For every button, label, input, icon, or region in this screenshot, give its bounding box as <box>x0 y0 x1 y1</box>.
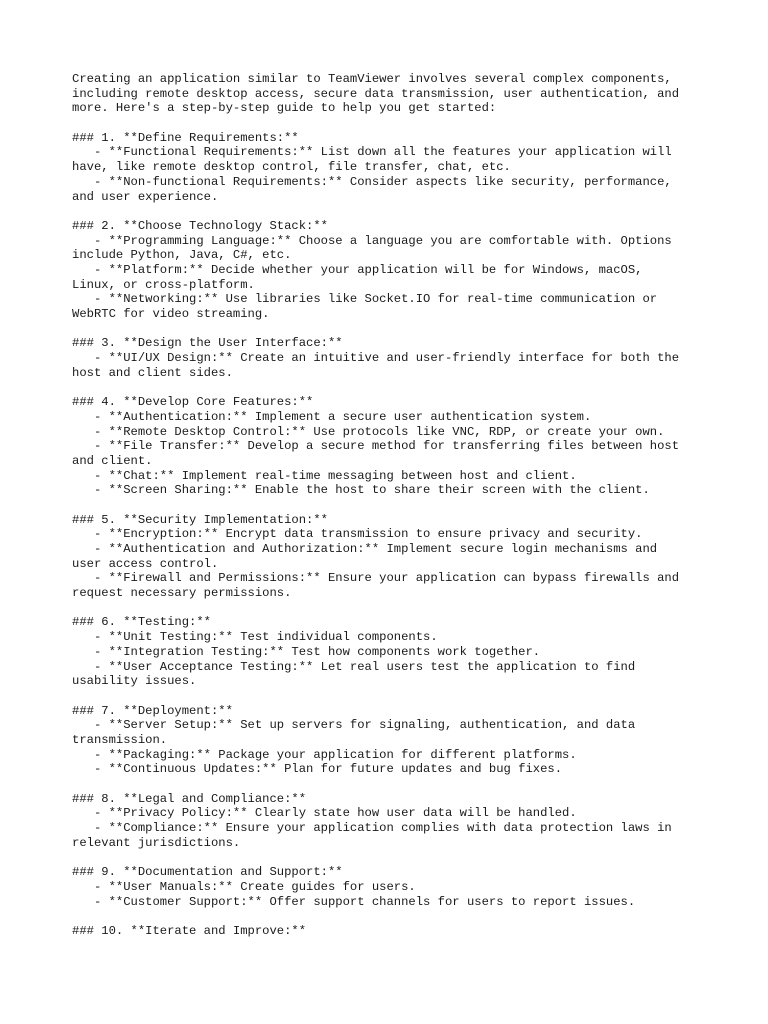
section-line: - **File Transfer:** Develop a secure method for transferring files between host <box>72 439 680 454</box>
intro-line: more. Here's a step-by-step guide to help you get started: <box>72 101 497 116</box>
section-legal-compliance <box>72 792 712 851</box>
section-line: - **Customer Support:** Offer support channels for users to report issues. <box>72 894 636 909</box>
section-line: - **Firewall and Permissions:** Ensure your application can bypass firewalls and <box>72 571 680 586</box>
section-line: - **User Acceptance Testing:** Let real users test the application to find <box>72 659 636 674</box>
section-develop-core-features <box>72 395 712 498</box>
section-line: - **Programming Language:** Choose a language you are comfortable with. Options <box>72 233 672 248</box>
section-line: usability issues. <box>72 674 197 689</box>
section-heading: ### 8. **Legal and Compliance:** <box>72 791 307 806</box>
section-line: have, like remote desktop control, file transfer, chat, etc. <box>72 160 511 175</box>
section-heading: ### 5. **Security Implementation:** <box>72 512 328 527</box>
section-line: - **Continuous Updates:** Plan for future updates and bug fixes. <box>72 762 563 777</box>
section-line: - **Networking:** Use libraries like Socket.IO for real-time communication or <box>72 292 658 307</box>
section-heading: ### 9. **Documentation and Support:** <box>72 865 343 880</box>
section-line: - **UI/UX Design:** Create an intuitive and user-friendly interface for both the <box>72 351 680 366</box>
section-iterate-improve <box>72 924 712 939</box>
section-heading: ### 3. **Design the User Interface:** <box>72 336 343 351</box>
section-heading: ### 6. **Testing:** <box>72 615 211 630</box>
section-heading: ### 7. **Deployment:** <box>72 703 233 718</box>
section-heading: ### 2. **Choose Technology Stack:** <box>72 218 328 233</box>
section-line: - **Remote Desktop Control:** Use protocols like VNC, RDP, or create your own. <box>72 424 665 439</box>
section-line: - **Compliance:** Ensure your application complies with data protection laws in <box>72 821 672 836</box>
section-choose-technology-stack <box>72 219 712 322</box>
section-line: user access control. <box>72 556 219 571</box>
section-line: transmission. <box>72 732 168 747</box>
section-line: - **Unit Testing:** Test individual components. <box>72 630 438 645</box>
section-line: - **Platform:** Decide whether your application will be for Windows, macOS, <box>72 262 643 277</box>
section-deployment <box>72 704 712 777</box>
section-line: - **Server Setup:** Set up servers for signaling, authentication, and data <box>72 718 636 733</box>
section-line: - **Integration Testing:** Test how components work together. <box>72 644 541 659</box>
section-line: - **User Manuals:** Create guides for users. <box>72 879 416 894</box>
section-line: and client. <box>72 453 153 468</box>
section-line: - **Privacy Policy:** Clearly state how user data will be handled. <box>72 806 577 821</box>
intro-paragraph <box>72 72 712 116</box>
section-line: - **Chat:** Implement real-time messaging between host and client. <box>72 468 577 483</box>
section-line: WebRTC for video streaming. <box>72 307 270 321</box>
document-page <box>72 72 712 939</box>
section-design-user-interface <box>72 336 712 380</box>
section-security-implementation <box>72 513 712 601</box>
section-line: and user experience. <box>72 189 219 204</box>
section-line: - **Non-functional Requirements:** Consider aspects like security, performance, <box>72 174 672 189</box>
intro-line: including remote desktop access, secure data transmission, user authentication, and <box>72 86 680 101</box>
section-heading: ### 10. **Iterate and Improve:** <box>72 923 307 938</box>
section-line: - **Authentication:** Implement a secure user authentication system. <box>72 409 592 424</box>
section-line: - **Authentication and Authorization:** Implement secure login mechanisms and <box>72 542 658 556</box>
section-heading: ### 1. **Define Requirements:** <box>72 130 299 145</box>
section-line: Linux, or cross-platform. <box>72 277 255 292</box>
section-line: - **Functional Requirements:** List down all the features your application will <box>72 145 672 160</box>
section-line: - **Encryption:** Encrypt data transmission to ensure privacy and security. <box>72 527 643 542</box>
section-line: - **Screen Sharing:** Enable the host to share their screen with the client. <box>72 483 650 498</box>
section-line: include Python, Java, C#, etc. <box>72 248 292 263</box>
section-define-requirements <box>72 131 712 204</box>
section-line: host and client sides. <box>72 365 233 380</box>
section-line: request necessary permissions. <box>72 586 292 601</box>
intro-line: Creating an application similar to TeamViewer involves several complex components, <box>72 72 672 86</box>
section-testing <box>72 615 712 688</box>
section-line: - **Packaging:** Package your application for different platforms. <box>72 747 577 762</box>
section-documentation-support <box>72 865 712 909</box>
section-heading: ### 4. **Develop Core Features:** <box>72 395 314 410</box>
section-line: relevant jurisdictions. <box>72 835 241 850</box>
